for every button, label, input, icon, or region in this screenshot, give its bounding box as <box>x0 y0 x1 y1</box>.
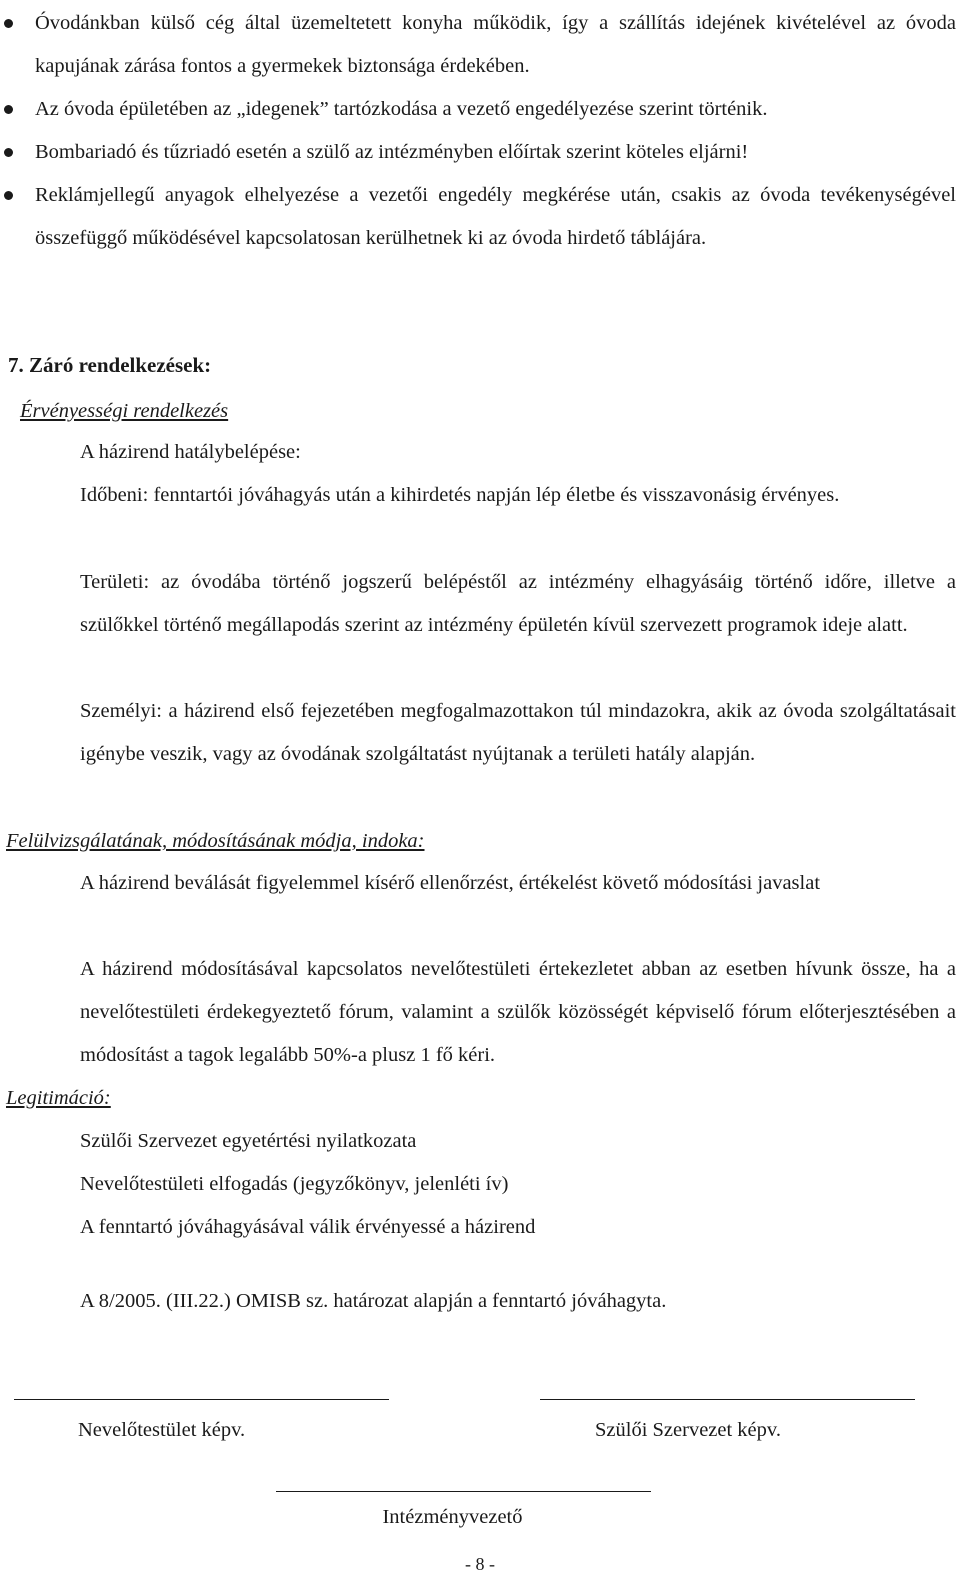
bullet-text: Az óvoda épületében az „idegenek” tartózkodása a vezető engedélyezése szerint történik. <box>35 98 768 120</box>
legitimation-item: Szülői Szervezet egyetértési nyilatkozata <box>80 1130 417 1152</box>
bullet-icon <box>4 148 13 157</box>
review-heading: Felülvizsgálatának, módosításának módja, indoka: <box>6 830 425 852</box>
review-paragraph-1: A házirend beválását figyelemmel kísérő ellenőrzést, értékelést követő módosítási javaslat <box>80 872 821 894</box>
page-number: - 8 - <box>465 1554 495 1574</box>
bullet-icon <box>4 19 13 28</box>
signature-line-head <box>276 1491 651 1492</box>
bullet-item-kitchen <box>0 2 956 88</box>
bullet-item-alarm <box>0 131 956 174</box>
review-paragraph-2: A házirend módosításával kapcsolatos nevelőtestületi értekezletet abban az esetben hívunk össze, ha a nevelőtestületi érdekegyeztető fórum, valamint a szülők közösségét képviselő fórum előterjesztésében a módosítást a tagok legalább 50%-a plusz 1 fő kéri. <box>80 958 956 1066</box>
territorial-validity: Területi: az óvodába történő jogszerű belépéstől az intézmény elhagyásáig történő időre, illetve a szülőkkel történő megállapodás szerint az intézmény épületén kívül szervezett programok ideje alatt. <box>80 571 956 636</box>
bullet-icon <box>4 105 13 114</box>
bullet-text: Bombariadó és tűzriadó esetén a szülő az intézményben előírtak szerint köteles eljárni! <box>35 141 749 163</box>
signature-line-staff <box>14 1399 389 1400</box>
rules-bullet-list <box>0 2 956 260</box>
section-title: 7. Záró rendelkezések: <box>8 353 212 377</box>
signature-label-parents: Szülői Szervezet képv. <box>595 1419 781 1441</box>
legitimation-heading: Legitimáció: <box>6 1087 111 1109</box>
signature-line-parents <box>540 1399 915 1400</box>
bullet-text: Reklámjellegű anyagok elhelyezése a vezetői engedély megkérése után, csakis az óvoda tevékenységével összefüggő működésével kapcsolatosan kerülhetnek ki az óvoda hirdető táblájára. <box>35 184 956 249</box>
bullet-item-advertising <box>0 174 956 260</box>
bullet-icon <box>4 191 13 200</box>
bullet-item-visitors <box>0 88 956 131</box>
legitimation-item: Nevelőtestületi elfogadás (jegyzőkönyv, jelenléti ív) <box>80 1173 509 1195</box>
legitimation-item: A fenntartó jóváhagyásával válik érvényessé a házirend <box>80 1216 536 1238</box>
approval-statement: A 8/2005. (III.22.) OMISB sz. határozat alapján a fenntartó jóváhagyta. <box>80 1290 667 1312</box>
validity-heading: Érvényességi rendelkezés <box>20 400 229 422</box>
signature-label-staff: Nevelőtestület képv. <box>78 1419 246 1441</box>
temporal-validity: Időbeni: fenntartói jóváhagyás után a kihirdetés napján lép életbe és visszavonásig érvényes. <box>80 484 840 506</box>
personal-validity: Személyi: a házirend első fejezetében megfogalmazottakon túl mindazokra, akik az óvoda szolgáltatásait igénybe veszik, vagy az óvodának szolgáltatást nyújtanak a területi hatály alapján. <box>80 700 956 765</box>
bullet-text: Óvodánkban külső cég által üzemeltetett konyha működik, így a szállítás idejének kivételével az óvoda kapujának zárása fontos a gyermekek biztonsága érdekében. <box>35 12 956 77</box>
signature-label-head: Intézményvezető <box>382 1506 523 1528</box>
entry-into-force-label: A házirend hatálybelépése: <box>80 441 301 463</box>
